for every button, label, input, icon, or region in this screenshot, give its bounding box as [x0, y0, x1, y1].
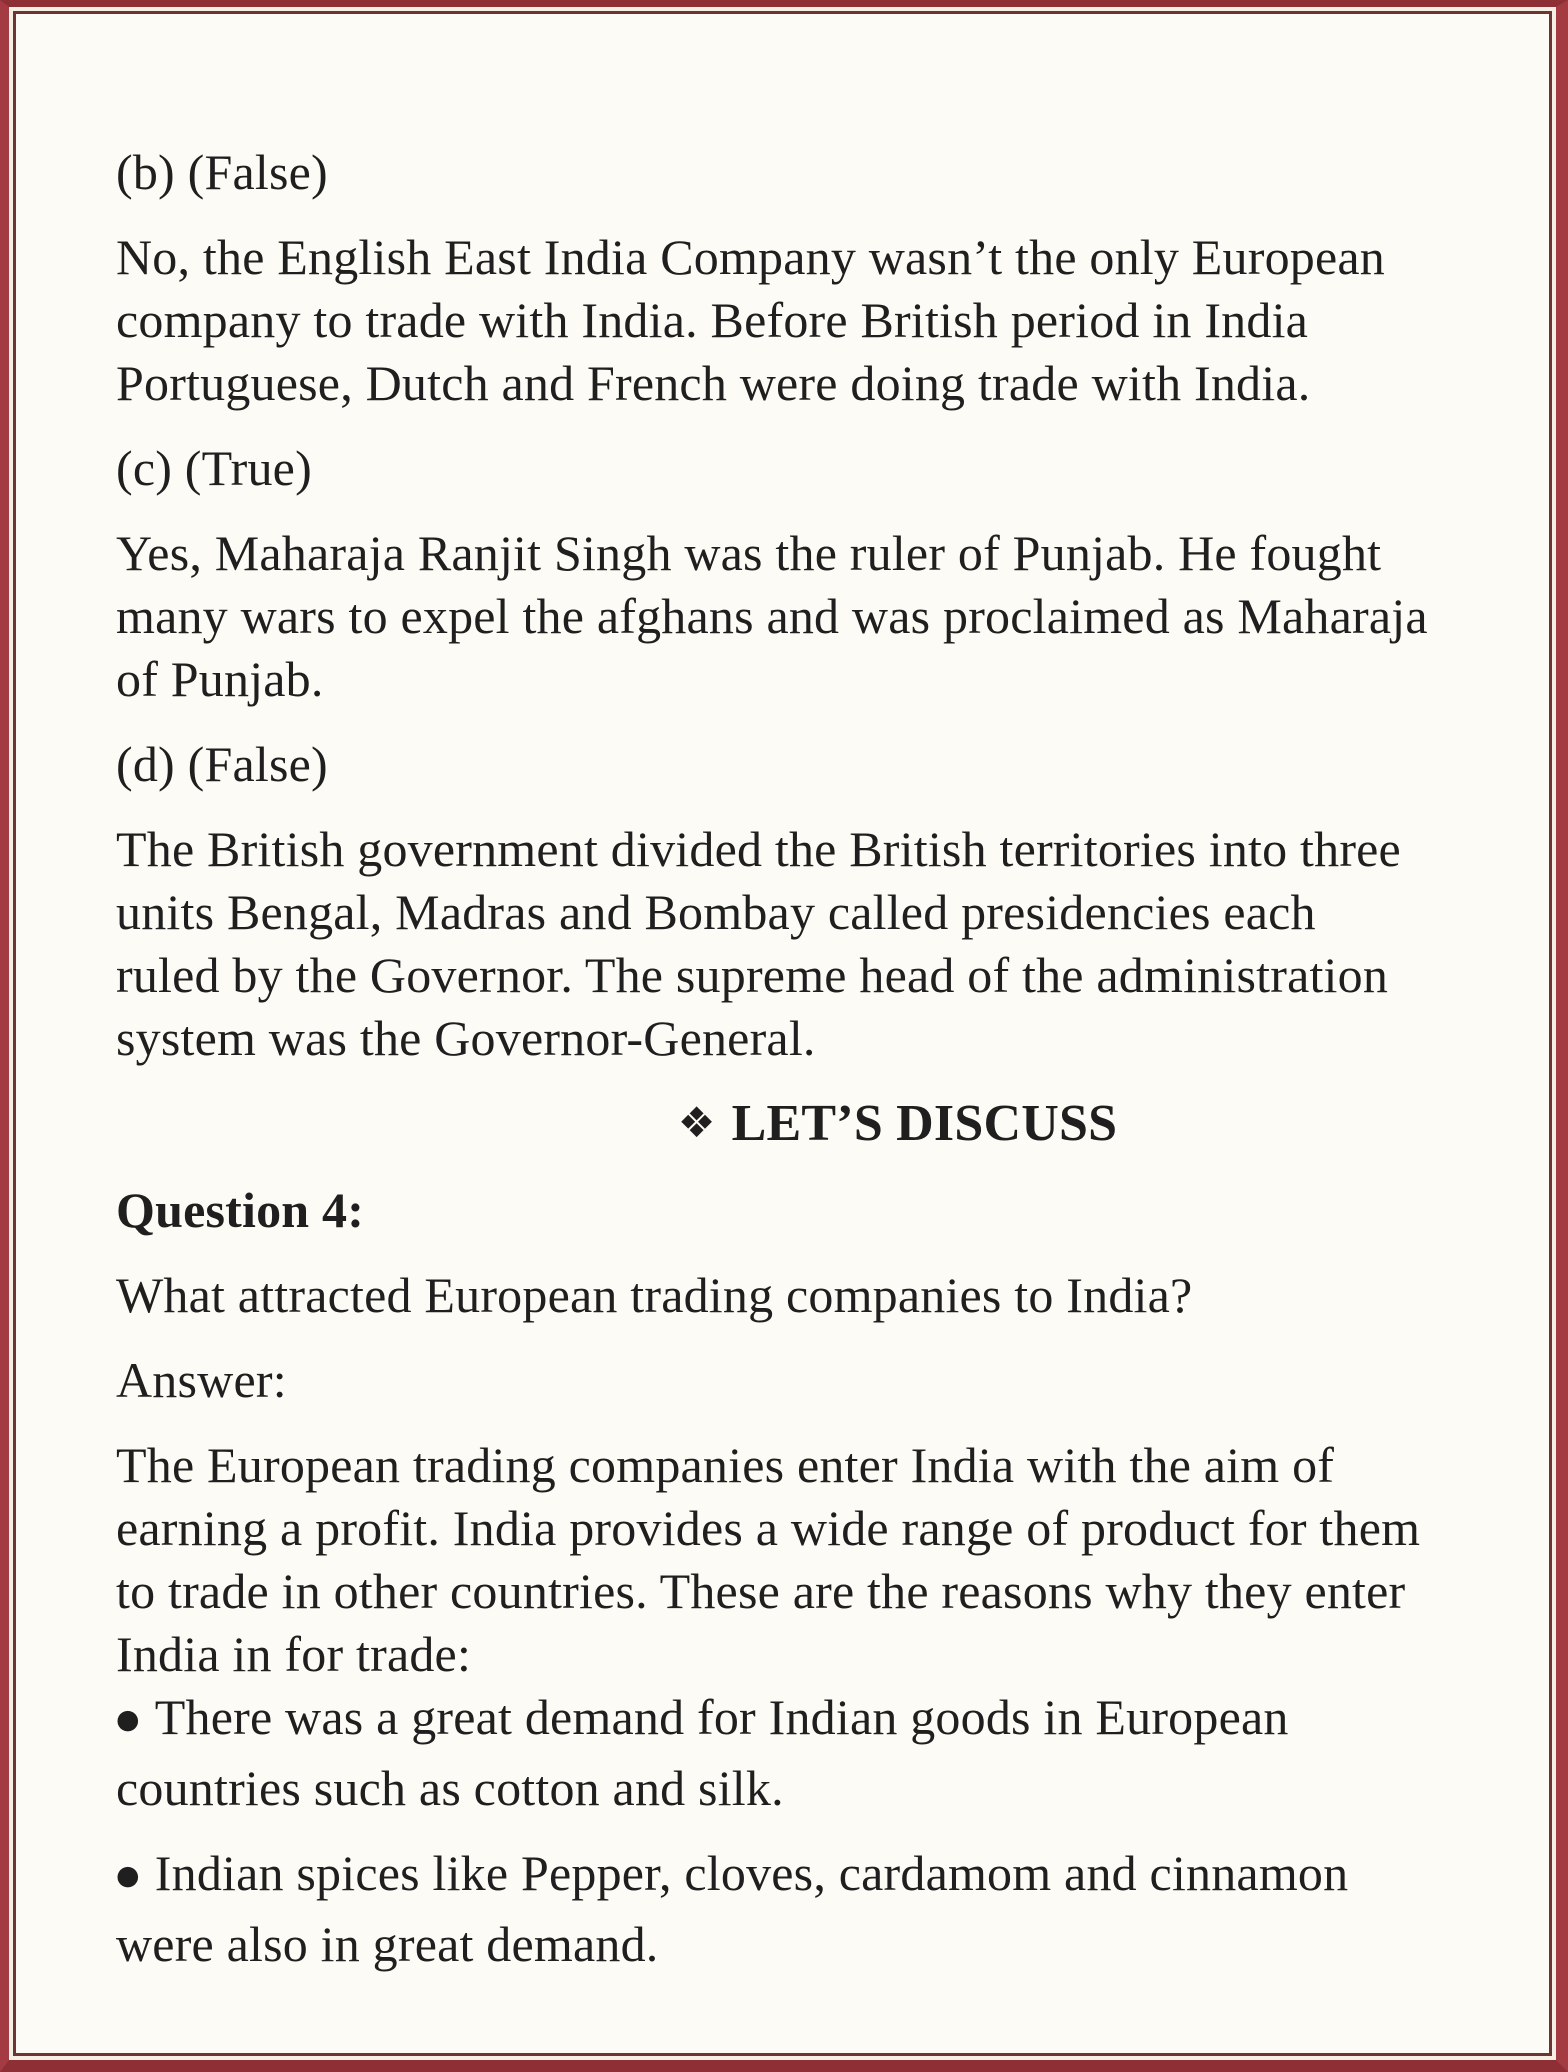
- statement-answer-d: [116, 818, 1509, 1070]
- text-line: to trade in other countries. These are the reasons why they enter: [116, 1563, 1406, 1619]
- page-inner-frame: [13, 11, 1552, 2056]
- bullet-icon: ●: [116, 1704, 140, 1735]
- text-line: There was a great demand for Indian goods in European: [154, 1689, 1289, 1745]
- text-line: of Punjab.: [116, 651, 324, 707]
- text-line: India in for trade:: [116, 1626, 472, 1682]
- lets-discuss-heading: [286, 1092, 1509, 1157]
- text-line: Portuguese, Dutch and French were doing trade with India.: [116, 355, 1311, 411]
- text-line: many wars to expel the afghans and was proclaimed as Maharaja: [116, 588, 1428, 644]
- text-line: were also in great demand.: [116, 1916, 659, 1972]
- text-line: Yes, Maharaja Ranjit Singh was the ruler of Punjab. He fought: [116, 525, 1382, 581]
- statement-verdict-label-d: (d) (False): [116, 736, 328, 792]
- answer-bullet-item: [116, 1686, 1509, 1820]
- text-line: ruled by the Governor. The supreme head of the administration: [116, 947, 1389, 1003]
- text-line: Indian spices like Pepper, cloves, cardamom and cinnamon: [154, 1845, 1349, 1901]
- text-line: units Bengal, Madras and Bombay called presidencies each: [116, 884, 1316, 940]
- statement-verdict-label-b: (b) (False): [116, 144, 328, 200]
- text-line: earning a profit. India provides a wide range of product for them: [116, 1500, 1421, 1556]
- lets-discuss-heading-text: LET’S DISCUSS: [731, 1095, 1118, 1152]
- bullet-icon: ●: [116, 1860, 140, 1891]
- text-line: The British government divided the British territories into three: [116, 821, 1401, 877]
- text-line: system was the Governor-General.: [116, 1010, 816, 1066]
- diamond-cluster-icon: ❖: [677, 1098, 716, 1147]
- statement-verdict-label-c: (c) (True): [116, 440, 312, 496]
- text-line: No, the English East India Company wasn’t the only European: [116, 229, 1385, 285]
- answer-intro: [116, 1434, 1509, 1686]
- answer-bullet-item: [116, 1842, 1509, 1976]
- text-line: The European trading companies enter India with the aim of: [116, 1437, 1335, 1493]
- text-line: countries such as cotton and silk.: [116, 1760, 784, 1816]
- answer-label: Answer:: [116, 1352, 287, 1408]
- text-line: company to trade with India. Before British period in India: [116, 292, 1309, 348]
- statement-answer-b: [116, 226, 1509, 415]
- question-label: Question 4:: [116, 1182, 365, 1238]
- statement-answer-c: [116, 522, 1509, 711]
- document-content: [16, 14, 1549, 1976]
- question-text: What attracted European trading companies to India?: [116, 1267, 1193, 1323]
